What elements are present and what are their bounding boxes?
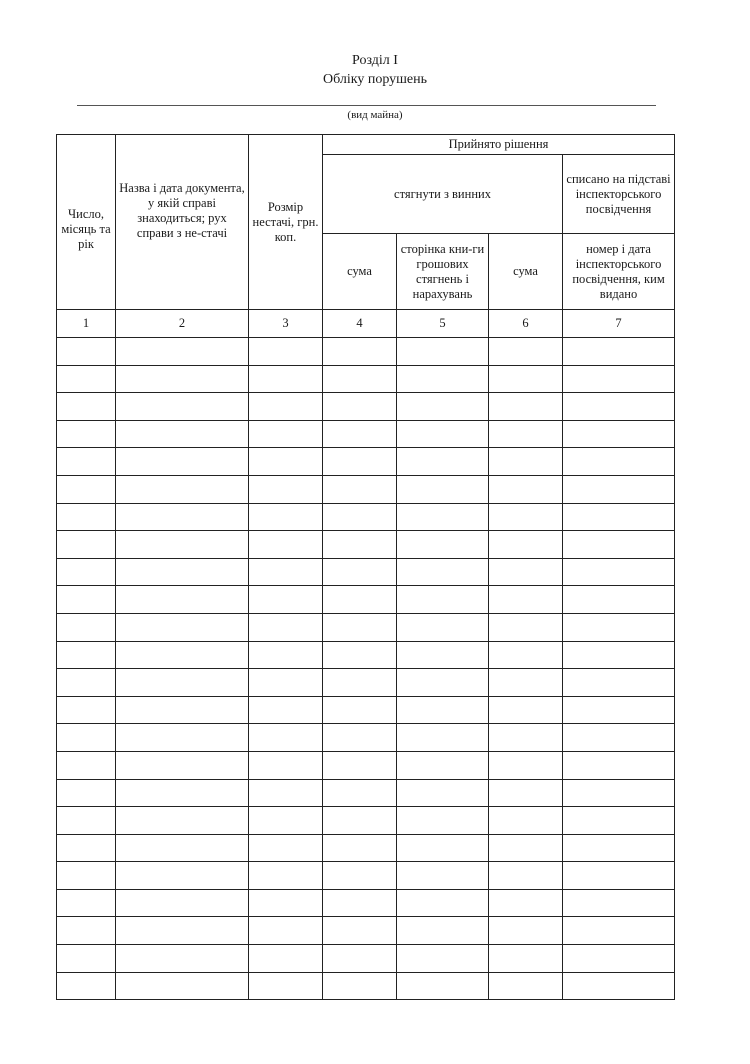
table-row [57, 751, 675, 779]
header-sum-written-off: сума [489, 234, 563, 310]
column-number: 1 [57, 310, 116, 338]
section-title: Розділ I [352, 53, 398, 68]
table-cell[interactable] [397, 393, 489, 421]
table-cell[interactable] [563, 338, 675, 366]
table-cell[interactable] [116, 862, 249, 890]
table-cell[interactable] [57, 945, 116, 973]
table-row [57, 503, 675, 531]
table-cell[interactable] [116, 475, 249, 503]
table-cell[interactable] [57, 531, 116, 559]
table-row [57, 669, 675, 697]
table-cell[interactable] [116, 558, 249, 586]
table-cell[interactable] [249, 779, 323, 807]
table-cell[interactable] [563, 972, 675, 1000]
table-cell[interactable] [563, 889, 675, 917]
table-cell[interactable] [57, 393, 116, 421]
header-book-page: сторінка кни-ги грошових стягнень і нарахувань [397, 234, 489, 310]
violations-ledger-table [56, 134, 675, 1000]
header-recover-from-guilty: стягнути з винних [323, 155, 563, 234]
table-cell[interactable] [323, 586, 397, 614]
table-row [57, 724, 675, 752]
table-cell[interactable] [563, 779, 675, 807]
table-cell[interactable] [323, 393, 397, 421]
fill-in-line [77, 105, 656, 106]
section-subtitle: Обліку порушень [322, 72, 428, 87]
table-cell[interactable] [397, 862, 489, 890]
table-cell[interactable] [563, 834, 675, 862]
table-cell[interactable] [489, 889, 563, 917]
table-cell[interactable] [116, 531, 249, 559]
table-cell[interactable] [116, 917, 249, 945]
table-row [57, 448, 675, 476]
column-number: 2 [116, 310, 249, 338]
table-cell[interactable] [489, 338, 563, 366]
table-cell[interactable] [489, 917, 563, 945]
table-cell[interactable] [563, 641, 675, 669]
table-cell[interactable] [249, 972, 323, 1000]
header-written-off: списано на підставі інспекторського посвідчення [563, 155, 675, 234]
table-cell[interactable] [489, 365, 563, 393]
table-cell[interactable] [397, 751, 489, 779]
table-cell[interactable] [323, 531, 397, 559]
fill-in-caption: (вид майна) [347, 109, 403, 121]
table-cell[interactable] [397, 531, 489, 559]
table-cell[interactable] [323, 724, 397, 752]
table-cell[interactable] [57, 613, 116, 641]
table-cell[interactable] [563, 475, 675, 503]
table-cell[interactable] [249, 586, 323, 614]
table-cell[interactable] [116, 613, 249, 641]
table-cell[interactable] [323, 945, 397, 973]
table-cell[interactable] [397, 972, 489, 1000]
table-row [57, 862, 675, 890]
table-cell[interactable] [249, 669, 323, 697]
table-row [57, 365, 675, 393]
table-row [57, 531, 675, 559]
table-row [57, 889, 675, 917]
table-cell[interactable] [249, 945, 323, 973]
table-row [57, 393, 675, 421]
table-cell[interactable] [397, 558, 489, 586]
table-cell[interactable] [116, 807, 249, 835]
table-cell[interactable] [249, 420, 323, 448]
table-cell[interactable] [397, 945, 489, 973]
table-row [57, 586, 675, 614]
table-cell[interactable] [323, 889, 397, 917]
table-cell[interactable] [57, 807, 116, 835]
table-cell[interactable] [489, 669, 563, 697]
table-row [57, 834, 675, 862]
table-cell[interactable] [116, 393, 249, 421]
table-row [57, 972, 675, 1000]
table-cell[interactable] [323, 448, 397, 476]
column-number: 6 [489, 310, 563, 338]
table-cell[interactable] [323, 365, 397, 393]
table-row [57, 420, 675, 448]
table-row [57, 475, 675, 503]
table-cell[interactable] [57, 338, 116, 366]
table-cell[interactable] [397, 669, 489, 697]
table-cell[interactable] [397, 724, 489, 752]
table-cell[interactable] [116, 365, 249, 393]
table-cell[interactable] [116, 586, 249, 614]
table-cell[interactable] [323, 862, 397, 890]
table-cell[interactable] [249, 917, 323, 945]
table-cell[interactable] [249, 807, 323, 835]
table-cell[interactable] [323, 696, 397, 724]
table-cell[interactable] [116, 503, 249, 531]
header-sum-recovered: сума [323, 234, 397, 310]
table-cell[interactable] [249, 558, 323, 586]
table-cell[interactable] [249, 448, 323, 476]
table-cell[interactable] [323, 834, 397, 862]
table-cell[interactable] [397, 889, 489, 917]
table-cell[interactable] [397, 448, 489, 476]
table-cell[interactable] [116, 338, 249, 366]
table-cell[interactable] [249, 613, 323, 641]
table-cell[interactable] [397, 696, 489, 724]
table-cell[interactable] [397, 503, 489, 531]
table-cell[interactable] [57, 503, 116, 531]
table-cell[interactable] [563, 751, 675, 779]
table-cell[interactable] [397, 917, 489, 945]
table-cell[interactable] [323, 972, 397, 1000]
table-cell[interactable] [249, 724, 323, 752]
table-row [57, 945, 675, 973]
table-cell[interactable] [249, 751, 323, 779]
table-cell[interactable] [323, 558, 397, 586]
table-cell[interactable] [563, 696, 675, 724]
table-cell[interactable] [249, 889, 323, 917]
table-row [57, 558, 675, 586]
table-cell[interactable] [489, 558, 563, 586]
table-cell[interactable] [489, 862, 563, 890]
table-cell[interactable] [116, 834, 249, 862]
table-cell[interactable] [563, 558, 675, 586]
table-cell[interactable] [116, 972, 249, 1000]
table-cell[interactable] [489, 696, 563, 724]
table-cell[interactable] [397, 613, 489, 641]
table-cell[interactable] [489, 613, 563, 641]
header-decision: Прийнято рішення [323, 135, 675, 155]
table-cell[interactable] [563, 945, 675, 973]
table-cell[interactable] [323, 917, 397, 945]
table-cell[interactable] [563, 917, 675, 945]
table-cell[interactable] [563, 724, 675, 752]
table-cell[interactable] [323, 338, 397, 366]
table-cell[interactable] [57, 558, 116, 586]
table-cell[interactable] [249, 834, 323, 862]
table-cell[interactable] [489, 586, 563, 614]
table-cell[interactable] [489, 751, 563, 779]
column-number: 5 [397, 310, 489, 338]
table-cell[interactable] [323, 779, 397, 807]
table-cell[interactable] [249, 531, 323, 559]
table-cell[interactable] [397, 779, 489, 807]
table-cell[interactable] [323, 751, 397, 779]
table-cell[interactable] [489, 834, 563, 862]
table-cell[interactable] [489, 972, 563, 1000]
table-cell[interactable] [489, 420, 563, 448]
table-cell[interactable] [57, 834, 116, 862]
table-cell[interactable] [57, 696, 116, 724]
table-cell[interactable] [249, 475, 323, 503]
table-cell[interactable] [489, 475, 563, 503]
table-row [57, 696, 675, 724]
table-cell[interactable] [116, 724, 249, 752]
table-cell[interactable] [323, 669, 397, 697]
table-row [57, 917, 675, 945]
table-cell[interactable] [489, 393, 563, 421]
table-cell[interactable] [57, 751, 116, 779]
table-cell[interactable] [563, 365, 675, 393]
header-shortage-amount: Розмір нестачі, грн. коп. [249, 135, 323, 310]
table-cell[interactable] [489, 779, 563, 807]
table-cell[interactable] [489, 724, 563, 752]
table-cell[interactable] [489, 641, 563, 669]
table-cell[interactable] [57, 641, 116, 669]
table-cell[interactable] [563, 807, 675, 835]
table-cell[interactable] [323, 420, 397, 448]
table-cell[interactable] [489, 945, 563, 973]
table-cell[interactable] [57, 862, 116, 890]
table-cell[interactable] [116, 641, 249, 669]
table-cell[interactable] [57, 972, 116, 1000]
table-cell[interactable] [397, 641, 489, 669]
table-cell[interactable] [249, 365, 323, 393]
table-cell[interactable] [116, 696, 249, 724]
table-row [57, 641, 675, 669]
column-number: 7 [563, 310, 675, 338]
table-row [57, 338, 675, 366]
table-cell[interactable] [397, 338, 489, 366]
table-cell[interactable] [397, 807, 489, 835]
table-cell[interactable] [323, 641, 397, 669]
table-cell[interactable] [249, 641, 323, 669]
table-cell[interactable] [57, 724, 116, 752]
table-cell[interactable] [57, 365, 116, 393]
table-cell[interactable] [249, 503, 323, 531]
table-row [57, 807, 675, 835]
table-cell[interactable] [57, 779, 116, 807]
table-cell[interactable] [489, 807, 563, 835]
header-document: Назва і дата документа, у якій справі знаходиться; рух справи з не-стачі [116, 135, 249, 310]
table-cell[interactable] [249, 696, 323, 724]
table-cell[interactable] [563, 531, 675, 559]
table-cell[interactable] [489, 448, 563, 476]
table-cell[interactable] [563, 613, 675, 641]
table-cell[interactable] [563, 448, 675, 476]
table-cell[interactable] [116, 420, 249, 448]
table-cell[interactable] [57, 889, 116, 917]
table-cell[interactable] [563, 393, 675, 421]
table-cell[interactable] [563, 503, 675, 531]
column-number-row [57, 310, 675, 338]
table-cell[interactable] [397, 420, 489, 448]
table-cell[interactable] [323, 475, 397, 503]
table-cell[interactable] [116, 779, 249, 807]
table-cell[interactable] [116, 751, 249, 779]
table-cell[interactable] [249, 862, 323, 890]
table-cell[interactable] [323, 613, 397, 641]
table-cell[interactable] [397, 365, 489, 393]
table-cell[interactable] [489, 503, 563, 531]
table-cell[interactable] [249, 393, 323, 421]
table-cell[interactable] [397, 586, 489, 614]
table-cell[interactable] [57, 448, 116, 476]
column-number: 3 [249, 310, 323, 338]
table-cell[interactable] [489, 531, 563, 559]
table-cell[interactable] [116, 945, 249, 973]
table-row [57, 779, 675, 807]
table-cell[interactable] [323, 503, 397, 531]
header-date: Число, місяць та рік [57, 135, 116, 310]
table-cell[interactable] [57, 586, 116, 614]
table-cell[interactable] [116, 889, 249, 917]
table-cell[interactable] [397, 834, 489, 862]
table-cell[interactable] [397, 475, 489, 503]
table-cell[interactable] [563, 862, 675, 890]
table-cell[interactable] [116, 669, 249, 697]
table-cell[interactable] [563, 586, 675, 614]
table-cell[interactable] [57, 669, 116, 697]
table-row [57, 613, 675, 641]
table-cell[interactable] [116, 448, 249, 476]
table-cell[interactable] [57, 420, 116, 448]
column-number: 4 [323, 310, 397, 338]
header-inspection-certificate: номер і дата інспекторського посвідчення, ким видано [563, 234, 675, 310]
table-cell[interactable] [249, 338, 323, 366]
table-cell[interactable] [57, 475, 116, 503]
table-cell[interactable] [323, 807, 397, 835]
table-cell[interactable] [563, 420, 675, 448]
table-cell[interactable] [563, 669, 675, 697]
table-cell[interactable] [57, 917, 116, 945]
